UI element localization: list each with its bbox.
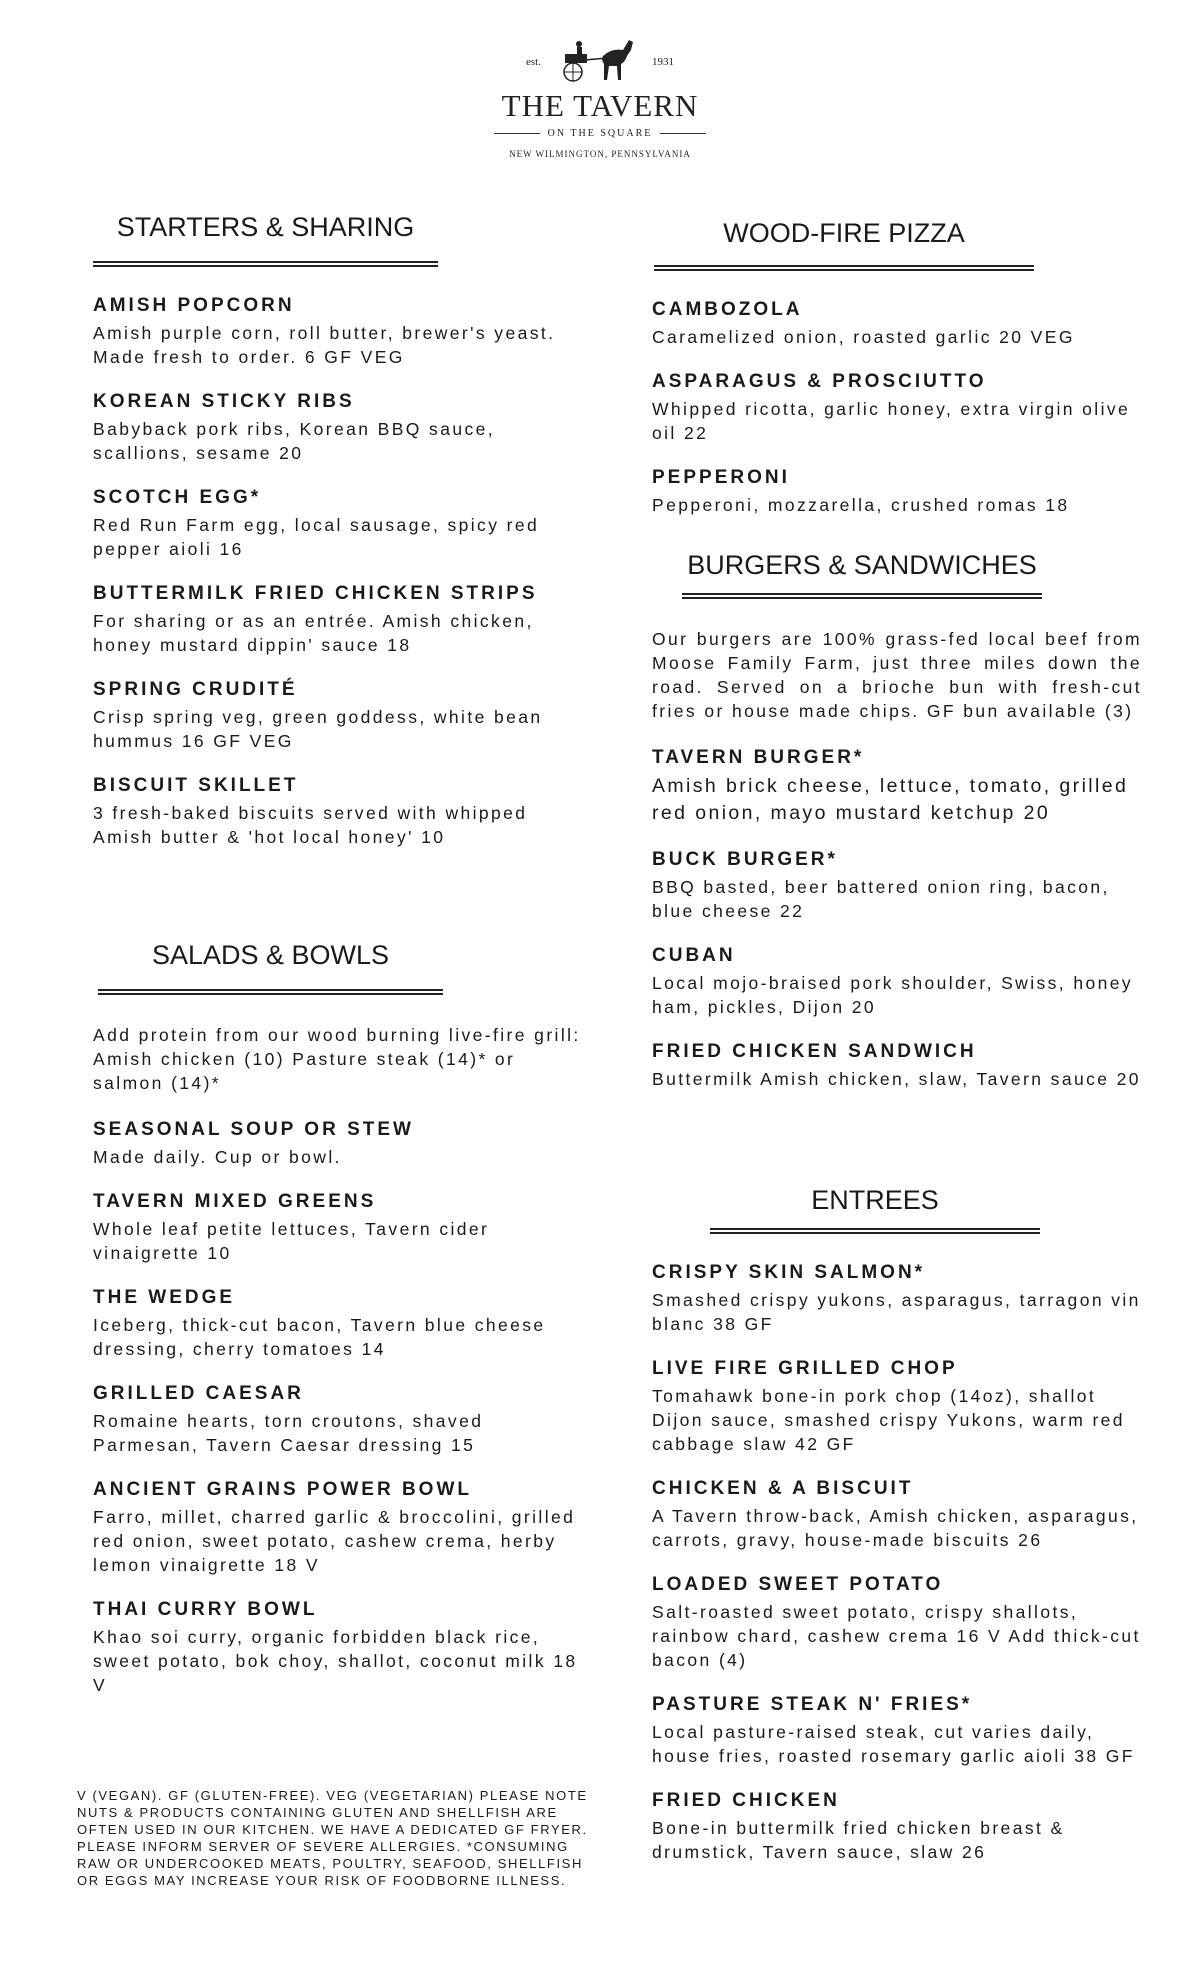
- menu-item: [652, 1262, 1142, 1336]
- salads-intro: Add protein from our wood burning live-fire grill: Amish chicken (10) Pasture steak (14)* or salmon (14)*: [93, 1025, 581, 1093]
- section-title: ENTREES: [811, 1185, 939, 1215]
- item-name: PEPPERONI: [652, 467, 790, 488]
- item-name: CRISPY SKIN SALMON*: [652, 1262, 926, 1283]
- item-description: Salt-roasted sweet potato, crispy shallots, rainbow chard, cashew crema 16 V Add thick-cut bacon (4): [652, 1602, 1141, 1670]
- item-description: For sharing or as an entrée. Amish chicken, honey mustard dippin' sauce 18: [93, 611, 534, 655]
- item-name: CHICKEN & A BISCUIT: [652, 1478, 914, 1499]
- item-description: Pepperoni, mozzarella, crushed romas 18: [652, 495, 1070, 515]
- menu-item: [93, 679, 583, 753]
- menu-item: [652, 1694, 1142, 1768]
- item-name: PASTURE STEAK N' FRIES*: [652, 1694, 973, 1715]
- item-description: Bone-in buttermilk fried chicken breast & drumstick, Tavern sauce, slaw 26: [652, 1818, 1065, 1862]
- item-description: Whole leaf petite lettuces, Tavern cider vinaigrette 10: [93, 1219, 490, 1263]
- item-description: Whipped ricotta, garlic honey, extra virgin olive oil 22: [652, 399, 1131, 443]
- item-description: Buttermilk Amish chicken, slaw, Tavern sauce 20: [652, 1069, 1141, 1089]
- item-name: GRILLED CAESAR: [93, 1383, 304, 1404]
- item-name: CUBAN: [652, 945, 736, 966]
- section-divider: [710, 1228, 1040, 1234]
- starters-section: [93, 212, 583, 871]
- item-description: Iceberg, thick-cut bacon, Tavern blue cheese dressing, cherry tomatoes 14: [93, 1315, 546, 1359]
- item-description: Babyback pork ribs, Korean BBQ sauce, scallions, sesame 20: [93, 419, 496, 463]
- item-description: Khao soi curry, organic forbidden black rice, sweet potato, bok choy, shallot, coconut milk 18 V: [93, 1627, 578, 1695]
- item-name: SCOTCH EGG*: [93, 487, 262, 508]
- item-description: Farro, millet, charred garlic & broccolini, grilled red onion, sweet potato, cashew crema, herby lemon vinaigrette 18 V: [93, 1507, 576, 1575]
- item-description: Caramelized onion, roasted garlic 20 VEG: [652, 327, 1075, 347]
- item-name: TAVERN BURGER*: [652, 747, 865, 768]
- section-title: STARTERS & SHARING: [116, 212, 415, 242]
- item-name: SPRING CRUDITÉ: [93, 679, 298, 700]
- item-description: BBQ basted, beer battered onion ring, bacon, blue cheese 22: [652, 877, 1110, 921]
- item-description: Red Run Farm egg, local sausage, spicy red pepper aioli 16: [93, 515, 540, 559]
- item-name: TAVERN MIXED GREENS: [93, 1191, 377, 1212]
- menu-item: [652, 1478, 1142, 1552]
- menu-item: [93, 1119, 583, 1169]
- logo-year: 1931: [652, 56, 674, 68]
- menu-item: [652, 747, 1142, 827]
- entrees-section: [652, 1185, 1142, 1886]
- item-description: Amish purple corn, roll butter, brewer's yeast. Made fresh to order. 6 GF VEG: [93, 323, 556, 367]
- item-description: A Tavern throw-back, Amish chicken, asparagus, carrots, gravy, house-made biscuits 26: [652, 1506, 1139, 1550]
- item-description: Tomahawk bone-in pork chop (14oz), shallot Dijon sauce, smashed crispy Yukons, warm red cabbage slaw 42 GF: [652, 1386, 1125, 1454]
- section-title: WOOD-FIRE PIZZA: [723, 218, 965, 248]
- menu-item: [652, 467, 1142, 517]
- section-divider: [98, 989, 443, 995]
- starters-header: [93, 212, 438, 267]
- burgers-header: [682, 550, 1042, 599]
- footnote: V (VEGAN). GF (GLUTEN-FREE). VEG (VEGETARIAN) PLEASE NOTE NUTS & PRODUCTS CONTAINING GLUTEN AND SHELLFISH ARE OFTEN USED IN OUR KITCHEN. WE HAVE A DEDICATED GF FRYER. PLEASE INFORM SERVER OF SEVERE ALLERGIES. *CONSUMING RAW OR UNDERCOOKED MEATS, POULTRY, SEAFOOD, SHELLFISH OR EGGS MAY INCREASE YOUR RISK OF FOODBORNE ILLNESS.: [77, 1788, 588, 1888]
- section-divider: [682, 593, 1042, 599]
- menu-item: [652, 1574, 1142, 1672]
- logo-line-left: [494, 133, 540, 134]
- menu-item: [652, 945, 1142, 1019]
- menu-item: [652, 1790, 1142, 1864]
- item-name: CAMBOZOLA: [652, 299, 803, 320]
- menu-item: [652, 299, 1142, 349]
- item-name: KOREAN STICKY RIBS: [93, 391, 355, 412]
- menu-item: [93, 775, 583, 849]
- menu-item: [93, 487, 583, 561]
- item-name: FRIED CHICKEN: [652, 1790, 840, 1811]
- item-name: LOADED SWEET POTATO: [652, 1574, 944, 1595]
- item-name: ASPARAGUS & PROSCIUTTO: [652, 371, 987, 392]
- menu-item: [93, 583, 583, 657]
- entrees-header: [710, 1185, 1040, 1234]
- item-name: BISCUIT SKILLET: [93, 775, 299, 796]
- section-title: BURGERS & SANDWICHES: [687, 550, 1037, 580]
- item-name: BUCK BURGER*: [652, 849, 838, 870]
- menu-item: [93, 1599, 583, 1697]
- item-name: AMISH POPCORN: [93, 295, 295, 316]
- item-description: Smashed crispy yukons, asparagus, tarragon vin blanc 38 GF: [652, 1290, 1141, 1334]
- item-name: SEASONAL SOUP OR STEW: [93, 1119, 414, 1140]
- logo-name: THE TAVERN: [501, 88, 699, 123]
- pizza-section: [652, 218, 1142, 539]
- item-name: LIVE FIRE GRILLED CHOP: [652, 1358, 958, 1379]
- section-divider: [93, 261, 438, 267]
- menu-item: [93, 295, 583, 369]
- item-list: [93, 295, 583, 849]
- item-name: FRIED CHICKEN SANDWICH: [652, 1041, 977, 1062]
- salads-section: [93, 940, 583, 1719]
- menu-item: [652, 1358, 1142, 1456]
- item-description: Local pasture-raised steak, cut varies daily, house fries, roasted rosemary garlic aioli 38 GF: [652, 1722, 1135, 1766]
- salads-header: [98, 940, 443, 995]
- item-name: THAI CURRY BOWL: [93, 1599, 318, 1620]
- logo-est: est.: [526, 56, 541, 68]
- item-description: Local mojo-braised pork shoulder, Swiss, honey ham, pickles, Dijon 20: [652, 973, 1134, 1017]
- item-description: 3 fresh-baked biscuits served with whipped Amish butter & 'hot local honey' 10: [93, 803, 528, 847]
- item-name: THE WEDGE: [93, 1287, 236, 1308]
- menu-item: [93, 1287, 583, 1361]
- item-description: Romaine hearts, torn croutons, shaved Parmesan, Tavern Caesar dressing 15: [93, 1411, 484, 1455]
- burgers-section: [652, 550, 1142, 1113]
- item-name: ANCIENT GRAINS POWER BOWL: [93, 1479, 472, 1500]
- burgers-intro: Our burgers are 100% grass-fed local beef from Moose Family Farm, just three miles down the road. Served on a brioche bun with fresh-cut fries or house made chips. GF bun available (3): [652, 629, 1142, 721]
- item-description: Crisp spring veg, green goddess, white bean hummus 16 GF VEG: [93, 707, 543, 751]
- carriage-icon: [470, 28, 730, 84]
- logo-subtitle: [470, 128, 730, 139]
- logo-location: NEW WILMINGTON, PENNSYLVANIA: [509, 149, 691, 159]
- logo-sub-text: ON THE SQUARE: [547, 128, 653, 139]
- menu-item: [93, 1191, 583, 1265]
- logo-line-right: [660, 133, 706, 134]
- menu-item: [93, 391, 583, 465]
- section-divider: [654, 265, 1034, 271]
- menu-item: [93, 1479, 583, 1577]
- item-name: BUTTERMILK FRIED CHICKEN STRIPS: [93, 583, 538, 604]
- menu-item: [652, 371, 1142, 445]
- pizza-header: [654, 218, 1034, 271]
- menu-item: [652, 849, 1142, 923]
- item-description: Made daily. Cup or bowl.: [93, 1147, 342, 1167]
- menu-item: [93, 1383, 583, 1457]
- section-title: SALADS & BOWLS: [151, 940, 390, 970]
- restaurant-logo: [470, 28, 730, 159]
- menu-item: [652, 1041, 1142, 1091]
- item-description: Amish brick cheese, lettuce, tomato, grilled red onion, mayo mustard ketchup 20: [652, 775, 1129, 824]
